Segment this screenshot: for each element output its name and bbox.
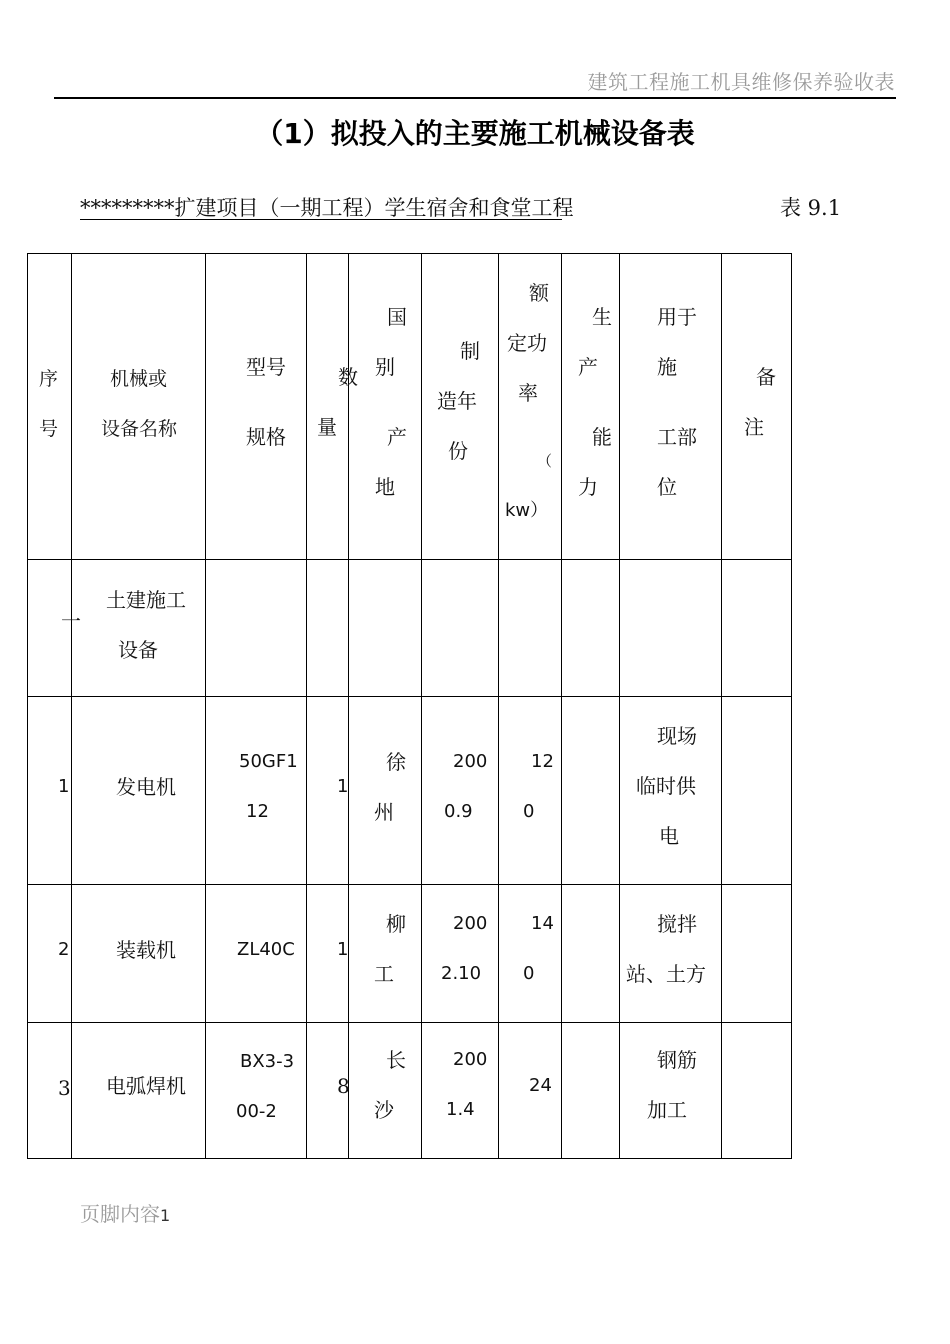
table-row: 1 发电机 50GF1 12 1 徐 州 200 0.9 12 0 现场 临时供 电 <box>28 697 792 885</box>
header-name: 机械或 设备名称 <box>72 254 206 560</box>
table-row: 3 电弧焊机 BX3-3 00-2 8 长 沙 200 1.4 24 钢筋 加工 <box>28 1023 792 1159</box>
header-model: 型号 规格 <box>206 254 307 560</box>
header-seq: 序 号 <box>28 254 72 560</box>
page-header-text: 建筑工程施工机具维修保养验收表 <box>587 70 895 94</box>
footer-label: 页脚内容 <box>80 1202 160 1226</box>
page-footer <box>80 1198 170 1227</box>
section-name: 土建施工 设备 <box>72 560 206 697</box>
header-remark: 备 注 <box>722 254 792 560</box>
header-usage: 用于 施 工部 位 <box>620 254 722 560</box>
page-number: 1 <box>160 1206 171 1225</box>
subtitle-underline <box>80 219 562 220</box>
header-capacity: 生 产 能 力 <box>562 254 620 560</box>
document-title: （1）拟投入的主要施工机械设备表 <box>255 117 695 150</box>
table-row: 2 装载机 ZL40C 1 柳 工 200 2.10 14 0 搅拌 站、土方 <box>28 885 792 1023</box>
header-origin: 国 别 产 地 <box>349 254 422 560</box>
project-subtitle: *********扩建项目（一期工程）学生宿舍和食堂工程 <box>80 196 574 220</box>
header-year: 制 造年 份 <box>422 254 499 560</box>
table-number: 表 9.1 <box>780 196 842 220</box>
equipment-table <box>27 253 792 1159</box>
section-seq: 一 <box>28 560 72 697</box>
header-rule <box>54 97 896 99</box>
section-row <box>28 560 792 697</box>
header-power: 额 定功 率 （ kw） <box>499 254 562 560</box>
header-qty: 数 量 <box>307 254 349 560</box>
table-header-row <box>28 254 792 560</box>
